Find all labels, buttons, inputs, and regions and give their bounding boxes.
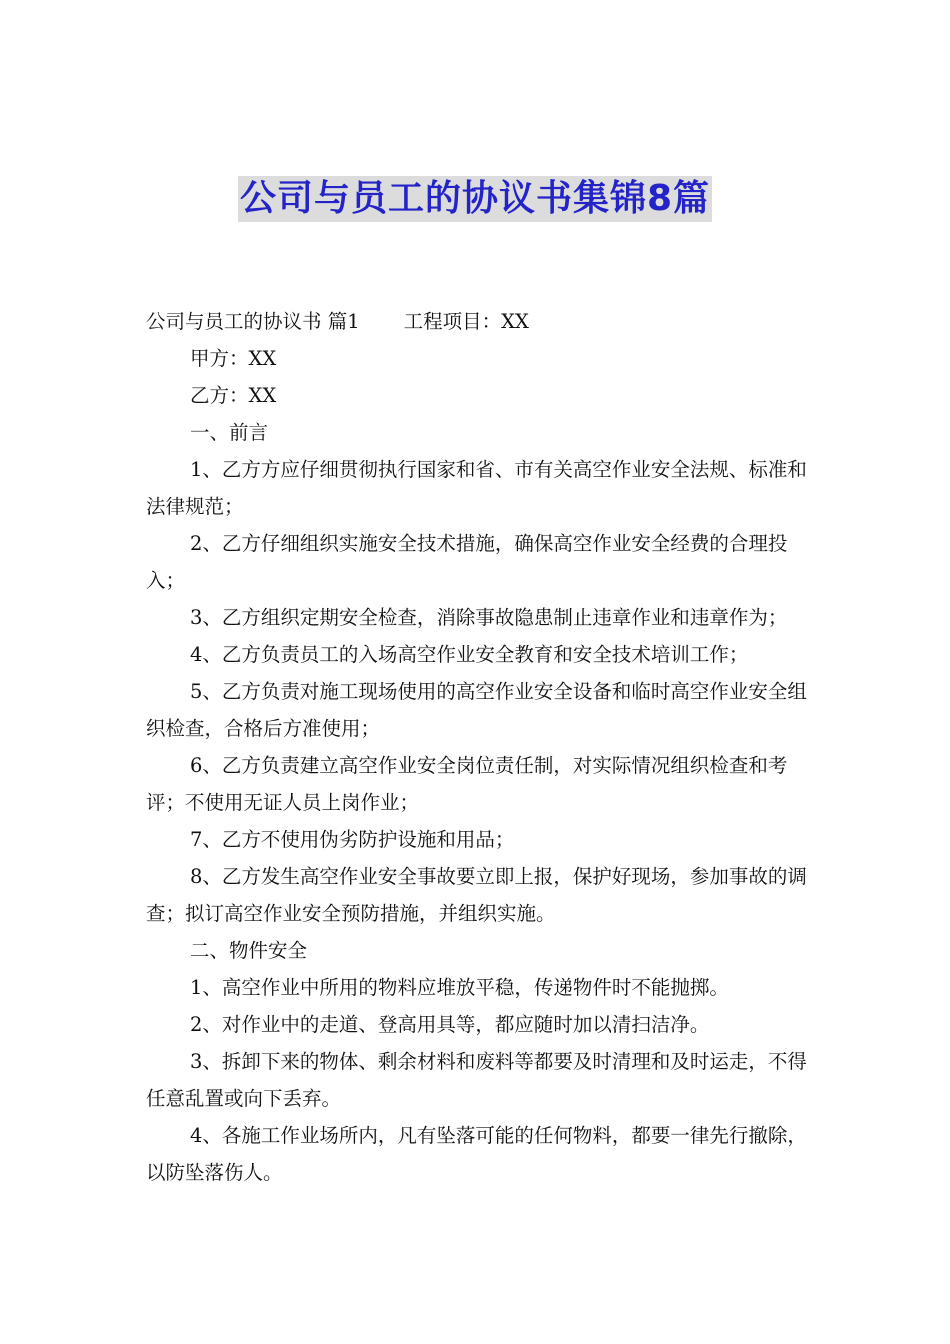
title-container — [0, 176, 950, 222]
paragraph: 2、对作业中的走道、登高用具等，都应随时加以清扫洁净。 — [190, 1013, 710, 1036]
paragraph: 乙方：XX — [190, 384, 277, 407]
paragraph: 3、乙方组织定期安全检查，消除事故隐患制止违章作业和违章作为； — [190, 606, 788, 629]
header-line — [146, 303, 826, 340]
paragraph: 3、拆卸下来的物体、剩余材料和废料等都要及时清理和及时运走，不得任意乱置或向下丢弃。 — [146, 1050, 807, 1110]
paragraph: 4、各施工作业场所内，凡有坠落可能的任何物料，都要一律先行撤除，以防坠落伤人。 — [146, 1124, 807, 1184]
paragraph: 5、乙方负责对施工现场使用的高空作业安全设备和临时高空作业安全组织检查，合格后方准使用； — [146, 680, 807, 740]
paragraph: 6、乙方负责建立高空作业安全岗位责任制，对实际情况组织检查和考评；不使用无证人员上岗作业； — [146, 754, 788, 814]
paragraph: 2、乙方仔细组织实施安全技术措施，确保高空作业安全经费的合理投入； — [146, 532, 788, 592]
document-body — [146, 303, 826, 1191]
paragraph: 7、乙方不使用伪劣防护设施和用品； — [190, 828, 515, 851]
document-title: 公司与员工的协议书集锦8篇 — [238, 176, 712, 222]
section-heading: 公司与员工的协议书 篇1 — [146, 310, 360, 333]
paragraph: 1、高空作业中所用的物料应堆放平稳，传递物件时不能抛掷。 — [190, 976, 729, 999]
paragraph: 8、乙方发生高空作业安全事故要立即上报，保护好现场，参加事故的调查；拟订高空作业安全预防措施，并组织实施。 — [146, 865, 807, 925]
paragraph: 4、乙方负责员工的入场高空作业安全教育和安全技术培训工作； — [190, 643, 749, 666]
paragraph: 1、乙方方应仔细贯彻执行国家和省、市有关高空作业安全法规、标准和法律规范； — [146, 458, 807, 518]
paragraph: 甲方：XX — [190, 347, 277, 370]
paragraph: 一、前言 — [190, 421, 269, 444]
project-label: 工程项目：XX — [403, 310, 529, 333]
paragraph: 二、物件安全 — [190, 939, 308, 962]
